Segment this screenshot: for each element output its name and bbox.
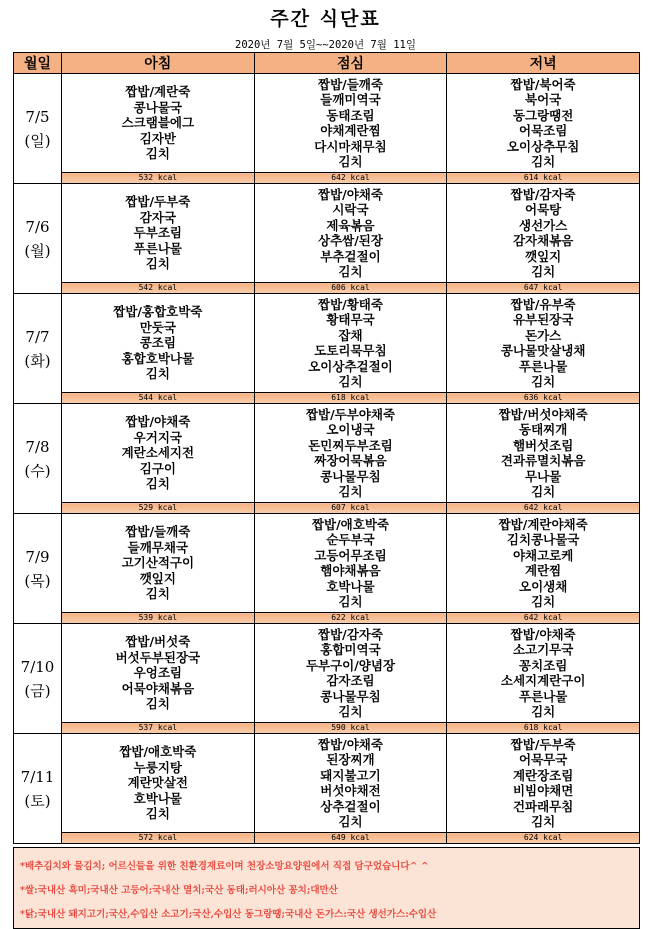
kcal-row: [14, 393, 640, 404]
menu-item: 어묵무국: [519, 752, 568, 767]
menu-item: 부추겉절이: [320, 248, 381, 264]
dinner-menu-cell: [447, 514, 640, 613]
menu-item: 순두부국: [326, 532, 375, 547]
menu-item: 짭밥/계란죽: [125, 84, 191, 100]
menu-item: 짜장어묵볶음: [314, 453, 387, 468]
lunch-menu-cell: [254, 184, 447, 283]
menu-item: 호박나물: [326, 578, 375, 594]
menu-item: 짭밥/감자죽: [318, 626, 383, 642]
menu-item: 김치콩나물국: [506, 532, 580, 547]
menu-item: 버섯야채전: [320, 783, 381, 798]
menu-item: 호박나물: [133, 790, 182, 806]
header-date: 월일: [14, 53, 62, 74]
breakfast-kcal: 529 kcal: [62, 503, 255, 514]
date-range: 2020년 7월 5일~~2020년 7월 11일: [235, 39, 416, 51]
dinner-kcal: 618 kcal: [447, 723, 640, 734]
breakfast-kcal: 542 kcal: [62, 283, 255, 294]
menu-item: 소고기무국: [512, 642, 574, 657]
dinner-menu-cell: [447, 404, 640, 503]
menu-item: 짭밥/들깨죽: [318, 76, 383, 92]
menu-item: 김구이: [139, 460, 176, 476]
menu-item: 햄버섯조림: [512, 437, 574, 453]
menu-item: 김치: [145, 696, 170, 712]
menu-item: 짭밥/야채죽: [125, 414, 191, 430]
day-weekday: (수): [24, 461, 51, 480]
dinner-kcal: 636 kcal: [447, 393, 640, 404]
menu-item: 어묵탕: [525, 202, 562, 217]
menu-item: 상추쌈/된장: [318, 233, 383, 248]
menu-item: 짭밥/북어죽: [510, 76, 576, 92]
day-row: [14, 74, 640, 173]
menu-item: 다시마채무침: [314, 138, 387, 154]
dinner-kcal: 647 kcal: [447, 283, 640, 294]
menu-item: 계란장조림: [512, 767, 574, 783]
menu-item: 콩나물맛살냉채: [500, 343, 586, 358]
menu-item: 짭밥/들깨죽: [125, 524, 191, 540]
menu-item: 짭밥/두부야채죽: [305, 406, 396, 422]
menu-item: 홍합호박나물: [121, 350, 195, 366]
header-row: [14, 53, 640, 74]
menu-item: 짭밥/황태죽: [318, 296, 383, 312]
dinner-kcal: 642 kcal: [447, 613, 640, 624]
dinner-menu-cell: [447, 294, 640, 393]
day-date: 7/8: [25, 437, 50, 456]
menu-item: 시락국: [332, 202, 369, 217]
menu-body: [14, 74, 640, 844]
dinner-kcal: 614 kcal: [447, 173, 640, 184]
menu-item: 어묵조림: [519, 123, 568, 138]
day-date-cell: [14, 514, 62, 624]
day-row: [14, 624, 640, 723]
menu-item: 된장찌개: [326, 752, 375, 767]
note-origin-1: *쌀:국내산 흑미;국내산 고등어;국내산 멸치;국산 동태;러시아산 꽁치;대만산: [20, 885, 338, 896]
menu-item: 야채계란찜: [320, 123, 381, 138]
menu-item: 동그랑땡전: [512, 107, 574, 123]
breakfast-kcal: 539 kcal: [62, 613, 255, 624]
menu-item: 유부된장국: [512, 312, 574, 327]
menu-item: 김치: [145, 256, 170, 272]
menu-item: 김치: [531, 154, 556, 169]
menu-item: 계란맛살전: [127, 775, 189, 791]
menu-item: 만둣국: [139, 319, 176, 335]
kcal-row: [14, 833, 640, 844]
day-weekday: (화): [24, 351, 51, 370]
menu-item: 김치: [338, 374, 363, 389]
menu-item: 김치: [531, 594, 556, 609]
day-date: 7/7: [25, 327, 50, 346]
note-kimchi: *배추김치와 물김치; 어르신들을 위한 친환경재료이며 천장소망요양원에서 직접 담구었습니다^ ^: [20, 861, 429, 872]
lunch-kcal: 606 kcal: [254, 283, 447, 294]
menu-item: 김치: [531, 484, 556, 499]
menu-item: 오이상추무침: [506, 138, 580, 154]
menu-item: 무나물: [525, 468, 562, 484]
menu-item: 감자국: [139, 209, 176, 225]
menu-item: 짭밥/유부죽: [510, 296, 576, 312]
menu-item: 어묵야채볶음: [121, 680, 195, 696]
menu-item: 누룽지탕: [133, 759, 182, 775]
day-date-cell: [14, 74, 62, 184]
menu-item: 김치: [145, 366, 170, 382]
menu-item: 푸른나물: [519, 358, 568, 374]
menu-item: 짭밥/감자죽: [510, 186, 576, 202]
day-date: 7/11: [20, 767, 55, 786]
kcal-row: [14, 283, 640, 294]
menu-item: 견과류멸치볶음: [500, 453, 586, 468]
menu-item: 꽁치조림: [519, 657, 568, 673]
day-weekday: (월): [24, 241, 51, 260]
breakfast-kcal: 537 kcal: [62, 723, 255, 734]
dinner-menu-cell: [447, 74, 640, 173]
day-weekday: (목): [24, 571, 51, 590]
breakfast-menu-cell: [62, 74, 255, 173]
menu-item: 버섯두부된장국: [115, 649, 201, 665]
menu-item: 짭밥/계란야채죽: [498, 516, 588, 532]
menu-item: 두부조림: [133, 225, 182, 241]
lunch-menu-cell: [254, 514, 447, 613]
kcal-row: [14, 503, 640, 514]
day-date: 7/5: [25, 107, 50, 126]
menu-item: 들깨무채국: [127, 539, 189, 555]
menu-item: 콩조림: [139, 335, 176, 351]
menu-item: 돈민찌두부조림: [308, 437, 393, 453]
day-weekday: (금): [24, 681, 51, 700]
lunch-kcal: 622 kcal: [254, 613, 447, 624]
menu-item: 짭밥/버섯야채죽: [498, 406, 588, 422]
menu-item: 짭밥/버섯죽: [125, 634, 191, 650]
dinner-kcal: 624 kcal: [447, 833, 640, 844]
lunch-kcal: 590 kcal: [254, 723, 447, 734]
menu-item: 짭밥/야채죽: [318, 186, 383, 202]
day-date-cell: [14, 404, 62, 514]
menu-item: 건파래무침: [512, 798, 574, 814]
menu-item: 김자반: [139, 130, 176, 146]
day-weekday: (일): [24, 131, 51, 150]
day-date-cell: [14, 184, 62, 294]
menu-item: 우거지국: [133, 429, 182, 445]
menu-item: 제육볶음: [326, 217, 375, 233]
menu-item: 홍합미역국: [320, 642, 381, 657]
menu-item: 김치: [338, 594, 363, 609]
menu-item: 상추겉절이: [320, 798, 381, 814]
lunch-menu-cell: [254, 404, 447, 503]
menu-item: 깻잎지: [139, 570, 176, 586]
menu-item: 고등어무조림: [314, 547, 387, 563]
dinner-menu-cell: [447, 734, 640, 833]
menu-item: 햄야채볶음: [320, 563, 381, 578]
day-date-cell: [14, 294, 62, 404]
day-row: [14, 734, 640, 833]
menu-table: [13, 52, 640, 844]
lunch-kcal: 618 kcal: [254, 393, 447, 404]
breakfast-menu-cell: [62, 294, 255, 393]
day-date-cell: [14, 734, 62, 844]
menu-item: 김치: [531, 704, 556, 719]
breakfast-kcal: 544 kcal: [62, 393, 255, 404]
menu-item: 김치: [145, 586, 170, 602]
dinner-kcal: 642 kcal: [447, 503, 640, 514]
menu-item: 들깨미역국: [320, 92, 381, 107]
menu-item: 짭밥/애호박죽: [119, 744, 197, 760]
menu-item: 고기산적구이: [121, 555, 195, 571]
menu-item: 짭밥/두부죽: [510, 736, 576, 752]
lunch-kcal: 649 kcal: [254, 833, 447, 844]
breakfast-menu-cell: [62, 734, 255, 833]
lunch-menu-cell: [254, 74, 447, 173]
breakfast-kcal: 532 kcal: [62, 173, 255, 184]
header-dinner: 저녁: [447, 53, 640, 74]
menu-item: 비빔야채면: [512, 783, 574, 798]
menu-item: 깻잎지: [525, 248, 562, 264]
page-title: 주간 식단표: [270, 8, 381, 30]
day-date: 7/9: [25, 547, 50, 566]
menu-item: 잡채: [338, 327, 363, 343]
breakfast-menu-cell: [62, 184, 255, 283]
menu-item: 오이냉국: [326, 422, 375, 437]
menu-item: 김치: [531, 264, 556, 279]
menu-item: 오이생채: [519, 578, 568, 594]
notes-box: [13, 847, 640, 929]
lunch-kcal: 607 kcal: [254, 503, 447, 514]
menu-item: 김치: [338, 484, 363, 499]
menu-item: 감자조림: [326, 673, 375, 688]
day-row: [14, 294, 640, 393]
menu-item: 황태무국: [326, 312, 375, 327]
kcal-row: [14, 723, 640, 734]
day-date: 7/6: [25, 217, 50, 236]
breakfast-menu-cell: [62, 404, 255, 503]
menu-item: 계란찜: [525, 563, 562, 578]
menu-item: 동태찌개: [519, 422, 568, 437]
menu-item: 짭밥/야채죽: [318, 736, 383, 752]
menu-item: 김치: [145, 146, 170, 162]
day-row: [14, 514, 640, 613]
menu-item: 오이상추겉절이: [308, 358, 393, 374]
menu-item: 김치: [338, 154, 363, 169]
lunch-menu-cell: [254, 624, 447, 723]
menu-item: 우엉조림: [133, 665, 182, 681]
menu-item: 김치: [145, 806, 170, 822]
menu-item: 푸른나물: [133, 240, 182, 256]
menu-item: 도토리묵무침: [314, 343, 387, 358]
menu-item: 짭밥/야채죽: [510, 626, 576, 642]
note-origin-2: *닭;국내산 돼지고기;국산,수입산 소고기;국산,수입산 동그랑땡;국내산 돈가스:국산 생선가스:수입산: [20, 909, 437, 920]
breakfast-menu-cell: [62, 624, 255, 723]
day-row: [14, 404, 640, 503]
menu-item: 김치: [145, 476, 170, 492]
menu-item: 소세지계란구이: [500, 673, 586, 688]
breakfast-menu-cell: [62, 514, 255, 613]
day-weekday: (토): [24, 791, 51, 810]
menu-item: 짭밥/두부죽: [125, 194, 191, 210]
menu-item: 돈가스: [525, 327, 562, 343]
menu-item: 북어국: [525, 92, 562, 107]
menu-item: 동태조림: [326, 107, 375, 123]
menu-item: 콩나물무침: [320, 468, 381, 484]
header-breakfast: 아침: [62, 53, 255, 74]
menu-item: 짭밥/애호박죽: [311, 516, 389, 532]
menu-item: 김치: [338, 814, 363, 829]
lunch-menu-cell: [254, 294, 447, 393]
menu-item: 콩나물무침: [320, 688, 381, 704]
kcal-row: [14, 613, 640, 624]
day-date: 7/10: [20, 657, 55, 676]
dinner-menu-cell: [447, 184, 640, 283]
menu-item: 김치: [531, 374, 556, 389]
menu-item: 김치: [531, 814, 556, 829]
kcal-row: [14, 173, 640, 184]
lunch-kcal: 642 kcal: [254, 173, 447, 184]
menu-item: 김치: [338, 264, 363, 279]
menu-item: 돼지불고기: [320, 767, 381, 783]
dinner-menu-cell: [447, 624, 640, 723]
day-row: [14, 184, 640, 283]
header-lunch: 점심: [254, 53, 447, 74]
menu-item: 짭밥/홍합호박죽: [113, 304, 203, 320]
day-date-cell: [14, 624, 62, 734]
menu-item: 감자채볶음: [512, 233, 574, 248]
menu-item: 두부구이/양념장: [305, 657, 396, 673]
menu-item: 푸른나물: [519, 688, 568, 704]
menu-item: 콩나물국: [133, 99, 182, 115]
breakfast-kcal: 572 kcal: [62, 833, 255, 844]
lunch-menu-cell: [254, 734, 447, 833]
menu-item: 야채고로케: [512, 547, 574, 563]
menu-item: 계란소세지전: [121, 445, 195, 461]
menu-item: 스크램블에그: [121, 115, 195, 131]
menu-item: 김치: [338, 704, 363, 719]
menu-item: 생선가스: [519, 217, 568, 233]
